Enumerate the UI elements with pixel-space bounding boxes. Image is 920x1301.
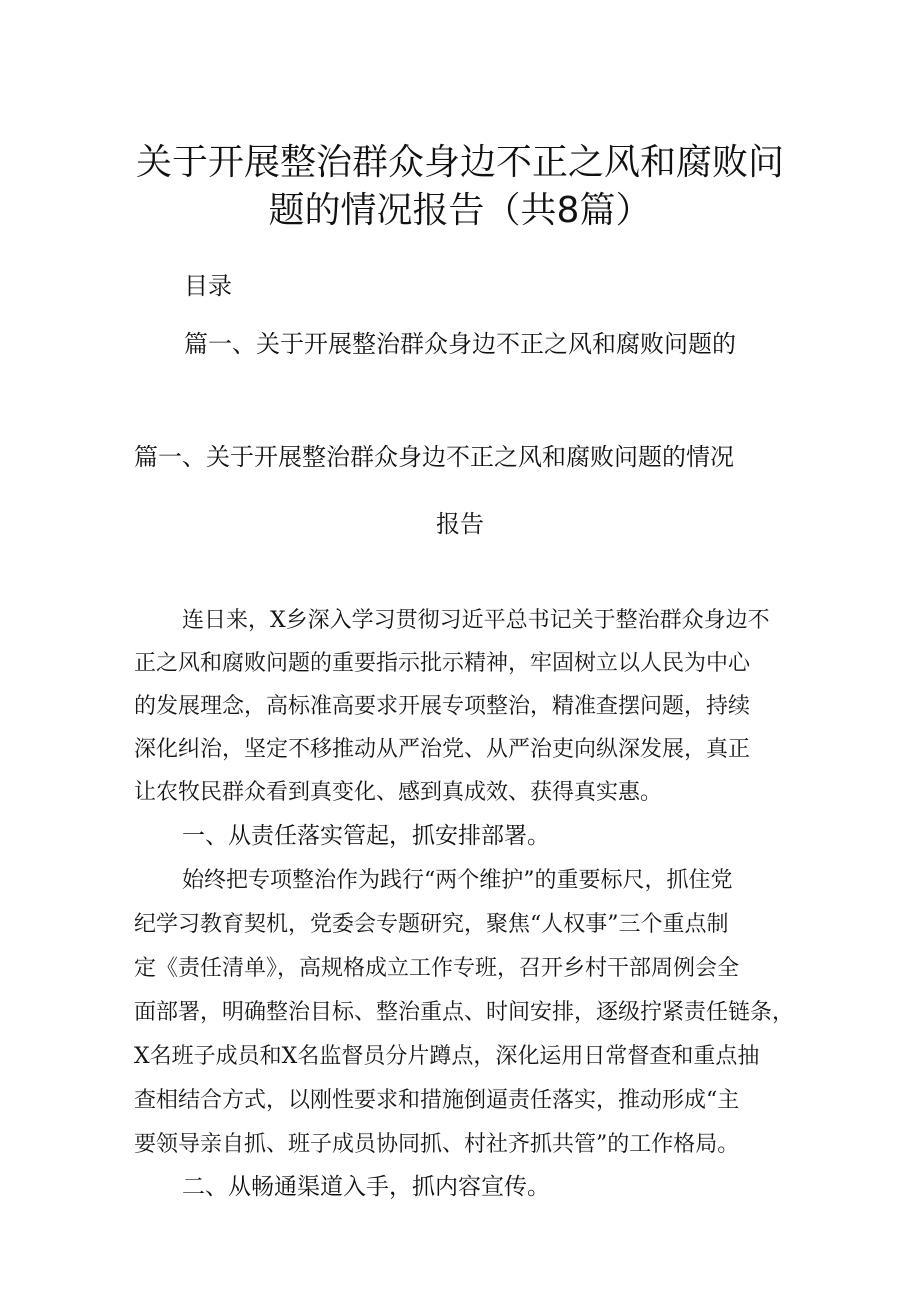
paragraph-1-line-2: 正之风和腐败问题的重要指示批示精神，牢固树立以人民为中心 [134,651,751,676]
paragraph-1-line-5: 让农牧民群众看到真变化、感到真成效、获得真实惠。 [134,780,663,805]
paragraph-2-line-6: 查相结合方式，以刚性要求和措施倒逼责任落实，推动形成“主 [134,1088,740,1113]
paragraph-1-line-3: 的发展理念，高标准高要求开展专项整治，精准查摆问题，持续 [134,694,751,719]
section-heading-line-1: 篇一、关于开展整治群众身边不正之风和腐败问题的情况 [134,443,734,471]
toc-item-1: 篇一、关于开展整治群众身边不正之风和腐败问题的 [184,330,736,358]
section-heading-1: 一、从责任落实管起，抓安排部署。 [182,823,550,849]
document-title-line-2: 题的情况报告（共8篇） [268,190,652,231]
paragraph-2-line-7: 要领导亲自抓、班子成员协同抓、村社齐抓共管”的工作格局。 [134,1132,740,1157]
paragraph-2-line-4: 面部署，明确整治目标、整治重点、时间安排，逐级拧紧责任链条， [134,1000,795,1025]
paragraph-2-line-3: 定《责任清单》，高规格成立工作专班，召开乡村干部周例会全 [134,956,740,981]
paragraph-2-line-1: 始终把专项整治作为践行“两个维护”的重要标尺，抓住党 [182,868,733,893]
section-heading-2: 二、从畅通渠道入手，抓内容宣传。 [182,1174,550,1200]
paragraph-1-line-4: 深化纠治，坚定不移推动从严治党、从严治吏向纵深发展，真正 [134,737,751,762]
toc-label: 目录 [184,272,232,300]
section-heading-line-2: 报告 [436,510,484,538]
paragraph-1-line-1: 连日来，X乡深入学习贯彻习近平总书记关于整治群众身边不 [182,608,770,633]
paragraph-2-line-5: X名班子成员和X名监督员分片蹲点，深化运用日常督查和重点抽 [134,1044,760,1069]
document-title-line-1: 关于开展整治群众身边不正之风和腐败问 [135,142,784,183]
paragraph-2-line-2: 纪学习教育契机，党委会专题研究，聚焦“人权事”三个重点制 [134,912,729,937]
